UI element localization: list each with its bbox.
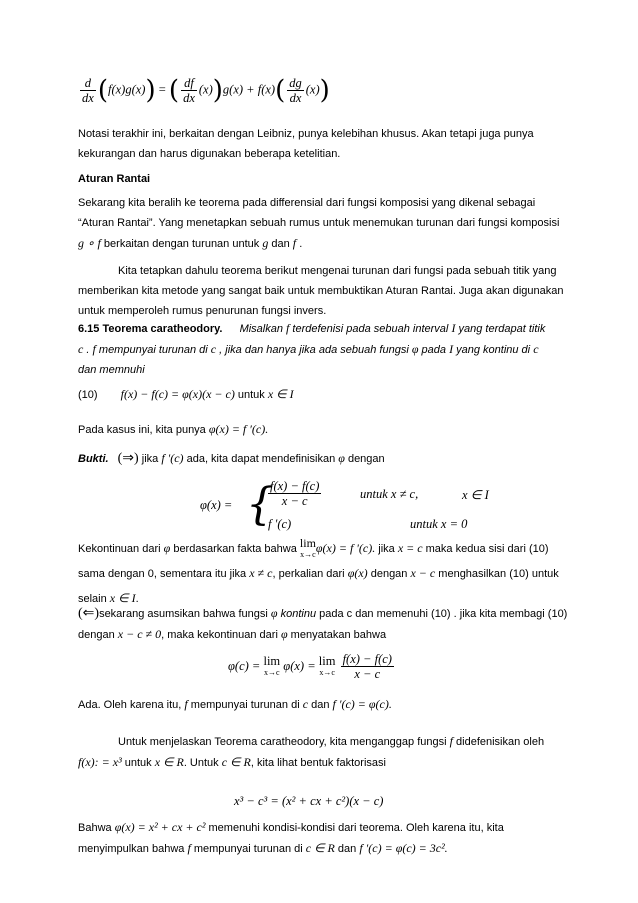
denominator: x − c — [354, 667, 381, 681]
c-symbol: c — [210, 342, 217, 356]
paragraph-chain-intro — [78, 193, 568, 254]
denominator: dx — [289, 91, 302, 105]
piecewise-lhs: φ(x) = — [200, 498, 233, 512]
text: , perkalian dari — [272, 568, 348, 580]
paragraph-converse — [78, 603, 568, 645]
f-definition: f(x): = x³ — [78, 755, 122, 769]
equals-sign: = — [158, 82, 166, 97]
I-symbol: I — [449, 342, 454, 356]
case-expr: φ(x) = f ′(c). — [208, 422, 269, 436]
text: , jika dan hanya jika ada sebuah fungsi — [216, 344, 412, 356]
text: , maka kekontinuan dari — [161, 629, 281, 641]
heading-aturan-rantai: Aturan Rantai — [78, 173, 151, 185]
text: dan — [308, 699, 333, 711]
denominator: x − c — [281, 494, 308, 508]
c-in-R: c ∈ R — [305, 841, 335, 855]
condition-2: untuk x = 0 — [410, 517, 468, 531]
text: . Untuk — [183, 757, 222, 769]
x-in-R: x ∈ R — [154, 755, 184, 769]
equation-number: (10) — [78, 389, 98, 401]
lim-text: lim — [299, 536, 316, 551]
text: mempunyai turunan di — [95, 344, 211, 356]
text: jika — [138, 453, 162, 465]
lim-sub: x→c — [319, 667, 335, 677]
theorem-caratheodory — [78, 318, 568, 380]
f-symbol: f — [449, 734, 453, 748]
f-symbol: f — [184, 697, 188, 711]
text: dan memnuhi — [78, 364, 145, 376]
factorization-equation: x³ − c³ = (x² + cx + c²)(x − c) — [234, 794, 384, 808]
text: untuk — [234, 389, 268, 401]
row-2: f ′(c) — [268, 517, 292, 531]
paragraph-leibniz: Notasi terakhir ini, berkaitan dengan Leibniz, punya kelebihan khusus. Akan tetapi juga punya kekurangan dan harus digunakan beberapa ketelitian. — [78, 128, 534, 160]
text: , kita lihat bentuk faktorisasi — [250, 757, 386, 769]
lhs-argument: f(x)g(x) — [107, 82, 146, 97]
composition-symbol: g ∘ f — [78, 236, 101, 250]
paragraph-case — [78, 419, 568, 440]
fprime-c: f '(c) — [161, 451, 184, 465]
f-symbol: f — [187, 841, 191, 855]
text: . — [83, 344, 93, 356]
text: Ada. Oleh karena itu, — [78, 699, 185, 711]
denominator: dx — [183, 91, 195, 105]
proof-label: Bukti. — [78, 453, 109, 465]
x-eq-c: x = c — [397, 541, 423, 555]
text: untuk — [121, 757, 155, 769]
lim-eq-lhs: φ(c) = — [228, 659, 261, 673]
piecewise-fraction — [268, 479, 321, 508]
text: . — [296, 238, 303, 250]
limit-expr: φ(x) = f '(c). — [315, 541, 376, 555]
numerator: dg — [289, 76, 302, 90]
fprime-eq-phi: f ′(c) = φ(c). — [332, 697, 392, 711]
x-minus-c-neq-0: x − c ≠ 0 — [117, 627, 162, 641]
forward-arrow: (⇒) — [117, 451, 139, 466]
df-dx-fraction — [181, 76, 197, 105]
text: ada, kita dapat mendefinisikan — [183, 453, 339, 465]
text: berdasarkan fakta bahwa — [170, 543, 300, 555]
phi-symbol: φ — [163, 541, 171, 555]
lim-eq-mid: φ(x) = — [283, 659, 316, 673]
c-symbol: c — [533, 342, 539, 356]
lim-eq-fraction — [341, 652, 394, 681]
paragraph-theorem-intro: Kita tetapkan dahulu teorema berikut mengenai turunan dari fungsi pada sebuah titik yang memberikan kita metode yang sangat baik untuk membuktikan Aturan Rantai. Juga akan digunakan untuk memperoleh rumus penurunan fungsi invers. — [78, 265, 564, 317]
text: yang terdapat titik — [455, 323, 546, 335]
phi-symbol: φ — [280, 627, 288, 641]
text: dan — [268, 238, 293, 250]
paragraph-continuity — [78, 536, 568, 611]
text: . — [135, 593, 139, 605]
limit-equation — [228, 652, 396, 681]
text: sekarang asumsikan bahwa fungsi — [99, 608, 271, 620]
condition-1: untuk x ≠ c, — [360, 487, 419, 501]
text: dengan — [367, 568, 411, 580]
paragraph-conclusion — [78, 694, 568, 715]
text: Bahwa — [78, 822, 115, 834]
phi-definition: φ(x) = x² + cx + c² — [114, 820, 206, 834]
limit — [318, 653, 336, 678]
term-1-arg: (x) — [198, 82, 213, 97]
backward-arrow: (⇐) — [78, 606, 100, 621]
phi-symbol: φ — [338, 451, 345, 465]
text: Sekarang kita beralih ke teorema pada differensial dari fungsi komposisi yang dikenal sebagai “Aturan Rantai”. Yang menetapkan sebuah rumus untuk menemukan turunan dari fungsi komposisi — [78, 197, 560, 229]
text: Untuk menjelaskan Teorema caratheodory, kita menganggap fungsi — [118, 736, 450, 748]
paragraph-final — [78, 817, 568, 859]
x-in-I: x ∈ I — [109, 591, 136, 605]
lim-sub: x→c — [264, 667, 280, 677]
text: mempunyai turunan di — [190, 843, 306, 855]
paragraph-example — [78, 731, 568, 773]
I-symbol: I — [451, 321, 456, 335]
text: pada c dan memenuhi (10) . jika kita membagi (10) — [316, 608, 568, 620]
limit — [300, 538, 316, 560]
left-brace: { — [246, 479, 274, 530]
c-symbol: c — [78, 342, 84, 356]
text: memenuhi kondisi-kondisi dari teorema. Oleh karena itu, kita — [205, 822, 504, 834]
x-neq-c: x ≠ c — [249, 566, 273, 580]
equation-10 — [78, 384, 568, 405]
lim-sub: x→c — [300, 550, 316, 560]
text: menyatakan bahwa — [287, 629, 387, 641]
denominator: dx — [82, 91, 94, 105]
term-2-arg: (x) — [305, 82, 320, 97]
equation-10-expr: f(x) − f(c) = φ(x)(x − c) — [120, 387, 235, 401]
c-symbol: c — [302, 697, 309, 711]
numerator: df — [181, 76, 197, 91]
f-symbol: f — [92, 342, 96, 356]
text: maka kedua sisi dari (10) — [422, 543, 549, 555]
phi-symbol: φ — [411, 342, 419, 356]
c-in-R: c ∈ R — [221, 755, 251, 769]
text: sama dengan 0, sementara itu jika — [78, 568, 250, 580]
numerator: f(x) − f(c) — [342, 652, 392, 666]
text: Pada kasus ini, kita punya — [78, 424, 209, 436]
f-symbol: f — [292, 236, 297, 250]
d-dx-fraction — [80, 76, 96, 105]
product-rule-formula: $\frac{d}{dx}$ (f(x)g(x)) = ( $\frac{df}{dx}$ (x))g(x) + f(x)( $\frac{dg}{dx}$ (x)) — [82, 75, 330, 106]
text: Kekontinuan dari — [78, 543, 164, 555]
text: dengan — [78, 629, 118, 641]
text: menghasilkan (10) untuk — [435, 568, 559, 580]
term-middle: g(x) + f(x) — [222, 82, 276, 97]
text: kontinu — [277, 608, 317, 620]
x-minus-c: x − c — [410, 566, 436, 580]
text: mempunyai turunan di — [187, 699, 303, 711]
theorem-title: 6.15 Teorema caratheodory. — [78, 323, 223, 335]
dg-dx-fraction — [287, 76, 304, 105]
limit — [263, 653, 281, 678]
text: dan — [334, 843, 360, 855]
text: selain — [78, 593, 110, 605]
condition-1b: x ∈ I — [462, 488, 489, 502]
lim-text: lim — [263, 653, 281, 668]
numerator: d — [80, 76, 96, 91]
text: terdefenisi pada sebuah interval — [289, 323, 452, 335]
numerator: f(x) − f(c) — [270, 479, 320, 493]
f-symbol: f — [286, 321, 290, 335]
final-derivative: f ′(c) = φ(c) = 3c². — [359, 841, 448, 855]
phi-symbol: φ — [270, 606, 278, 620]
text: Misalkan — [239, 323, 287, 335]
text: menyimpulkan bahwa — [78, 843, 188, 855]
text: dengan — [344, 453, 385, 465]
text: yang kontinu di — [453, 344, 534, 356]
proof-start — [78, 448, 568, 469]
text: berkaitan dengan turunan untuk — [100, 238, 263, 250]
text: didefenisikan oleh — [452, 736, 545, 748]
g-symbol: g — [262, 236, 269, 250]
lim-text: lim — [318, 653, 336, 668]
phi-x: φ(x) — [347, 566, 368, 580]
equation-10-cond: x ∈ I — [267, 387, 294, 401]
text: pada — [418, 344, 450, 356]
text: jika — [375, 543, 398, 555]
